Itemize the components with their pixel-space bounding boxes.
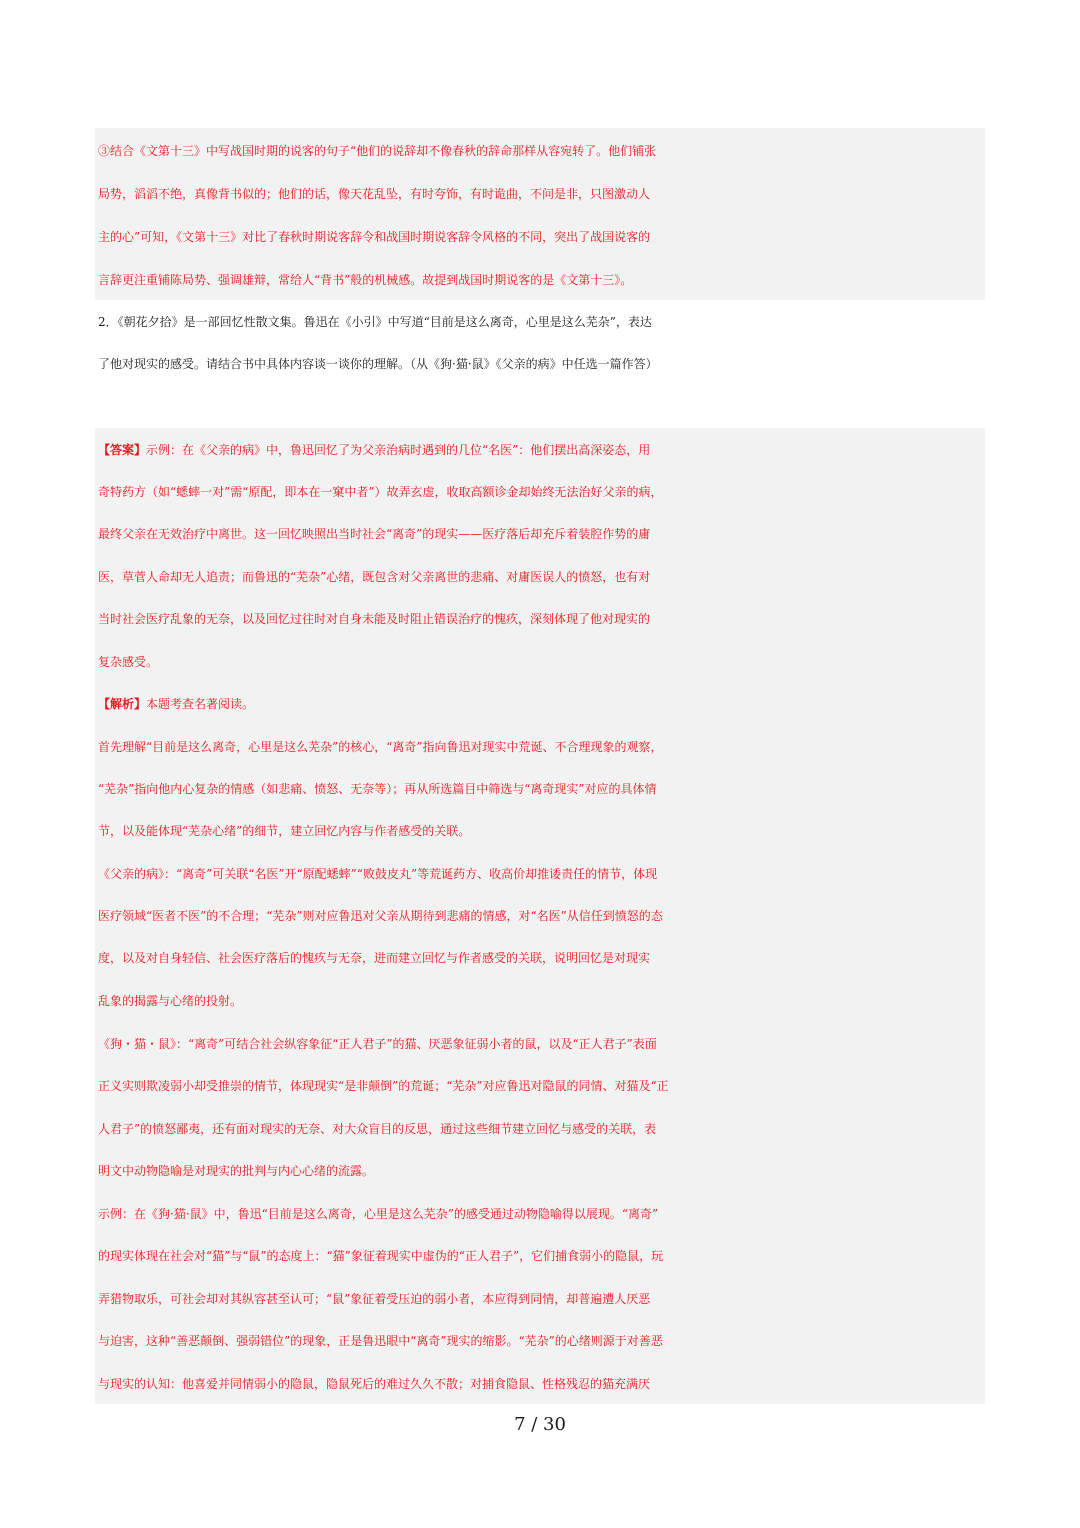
text-line: 言辞更注重铺陈局势、强调雄辩，常给人“背书”般的机械感。故提到战国时期说客的是《文第十三》。: [98, 273, 633, 287]
analysis-line: 与迫害，这种“善恶颠倒、强弱错位”的现象，正是鲁迅眼中“离奇”现实的缩影。“芜杂”的心绪则源于对善恶: [98, 1334, 663, 1348]
analysis-line: “芜杂”指向他内心复杂的情感（如悲痛、愤怒、无奈等）；再从所选篇目中筛选与“离奇现实”对应的具体情: [98, 782, 657, 796]
question-line: 了他对现实的感受。请结合书中具体内容谈一谈你的理解。（从《狗·猫·鼠》《父亲的病》中任选一篇作答）: [98, 357, 658, 371]
analysis-line: 首先理解“目前是这么离奇，心里是这么芜杂”的核心，“离奇”指向鲁迅对现实中荒诞、不合理现象的观察，: [98, 740, 663, 754]
analysis-line: 乱象的揭露与心绪的投射。: [98, 994, 243, 1008]
answer-line: 最终父亲在无效治疗中离世。这一回忆映照出当时社会“离奇”的现实——医疗落后却充斥着装腔作势的庸: [98, 527, 651, 541]
analysis-line: 示例：在《狗·猫·鼠》中，鲁迅“目前是这么离奇，心里是这么芜杂”的感受通过动物隐喻得以展现。“离奇”: [98, 1207, 659, 1221]
analysis-line: 度，以及对自身轻信、社会医疗落后的愧疚与无奈，进而建立回忆与作者感受的关联，说明回忆是对现实: [98, 951, 651, 965]
analysis-line: 医疗领域“医者不医”的不合理；“芜杂”则对应鲁迅对父亲从期待到悲痛的情感，对“名医”从信任到愤怒的态: [98, 909, 663, 923]
answer-line: 当时社会医疗乱象的无奈，以及回忆过往时对自身未能及时阻止错误治疗的愧疚，深刻体现了他对现实的: [98, 612, 651, 626]
question-line: 2．《朝花夕拾》是一部回忆性散文集。鲁迅在《小引》中写道“目前是这么离奇，心里是这么芜杂”，表达: [98, 315, 652, 329]
analysis-line: 与现实的认知：他喜爱并同情弱小的隐鼠，隐鼠死后的难过久久不散；对捕食隐鼠、性格残忍的猫充满厌: [98, 1377, 651, 1391]
answer-label: 【答案】: [98, 443, 147, 457]
analysis-label: 【解析】: [98, 697, 147, 711]
analysis-line: 【解析】本题考查名著阅读。: [98, 697, 255, 711]
text-line: 局势，滔滔不绝，真像背书似的；他们的话，像天花乱坠，有时夸饰，有时诡曲，不问是非，只图激动人: [98, 187, 651, 201]
answer-line: 【答案】示例：在《父亲的病》中，鲁迅回忆了为父亲治病时遇到的几位“名医”：他们摆出高深姿态，用: [98, 443, 651, 457]
answer-line: 医，草菅人命却无人追责；而鲁迅的“芜杂”心绪，既包含对父亲离世的悲痛、对庸医误人的愤怒，也有对: [98, 570, 651, 584]
analysis-line: 人君子”的愤怒鄙夷，还有面对现实的无奈、对大众盲目的反思，通过这些细节建立回忆与感受的关联，表: [98, 1122, 657, 1136]
page-number: 7 / 30: [514, 1414, 566, 1435]
analysis-line: 弄猎物取乐，可社会却对其纵容甚至认可；“鼠”象征着受压迫的弱小者，本应得到同情，却普遍遭人厌恶: [98, 1292, 651, 1306]
analysis-line: 节，以及能体现“芜杂心绪”的细节，建立回忆内容与作者感受的关联。: [98, 824, 471, 838]
analysis-line: 的现实体现在社会对“猫”与“鼠”的态度上：“猫”象征着现实中虚伪的“正人君子”，它们捕食弱小的隐鼠，玩: [98, 1249, 664, 1263]
analysis-line: 正义实则欺凌弱小却受推崇的情节，体现现实“是非颠倒”的荒诞；“芜杂”对应鲁迅对隐鼠的同情、对猫及“正: [98, 1079, 669, 1093]
answer-line: 复杂感受。: [98, 655, 159, 669]
analysis-line: 明文中动物隐喻是对现实的批判与内心心绪的流露。: [98, 1164, 375, 1178]
answer-line: 奇特药方（如“蟋蟀一对”需“原配，即本在一窠中者”）故弄玄虚，收取高额诊金却始终无法治好父亲的病，: [98, 485, 663, 499]
text-line: 主的心”可知，《文第十三》对比了春秋时期说客辞令和战国时期说客辞令风格的不同，突出了战国说客的: [98, 230, 651, 244]
analysis-line: 《狗・猫・鼠》：“离奇”可结合社会纵容象征“正人君子”的猫、厌恶象征弱小者的鼠，以及“正人君子”表面: [98, 1037, 657, 1051]
analysis-line: 《父亲的病》：“离奇”可关联“名医”开“原配蟋蟀”“败鼓皮丸”等荒诞药方、收高价却推诿责任的情节，体现: [98, 867, 658, 881]
text-line: ③结合《文第十三》中写战国时期的说客的句子“他们的说辞却不像春秋的辞命那样从容宛转了。他们铺张: [98, 144, 657, 158]
